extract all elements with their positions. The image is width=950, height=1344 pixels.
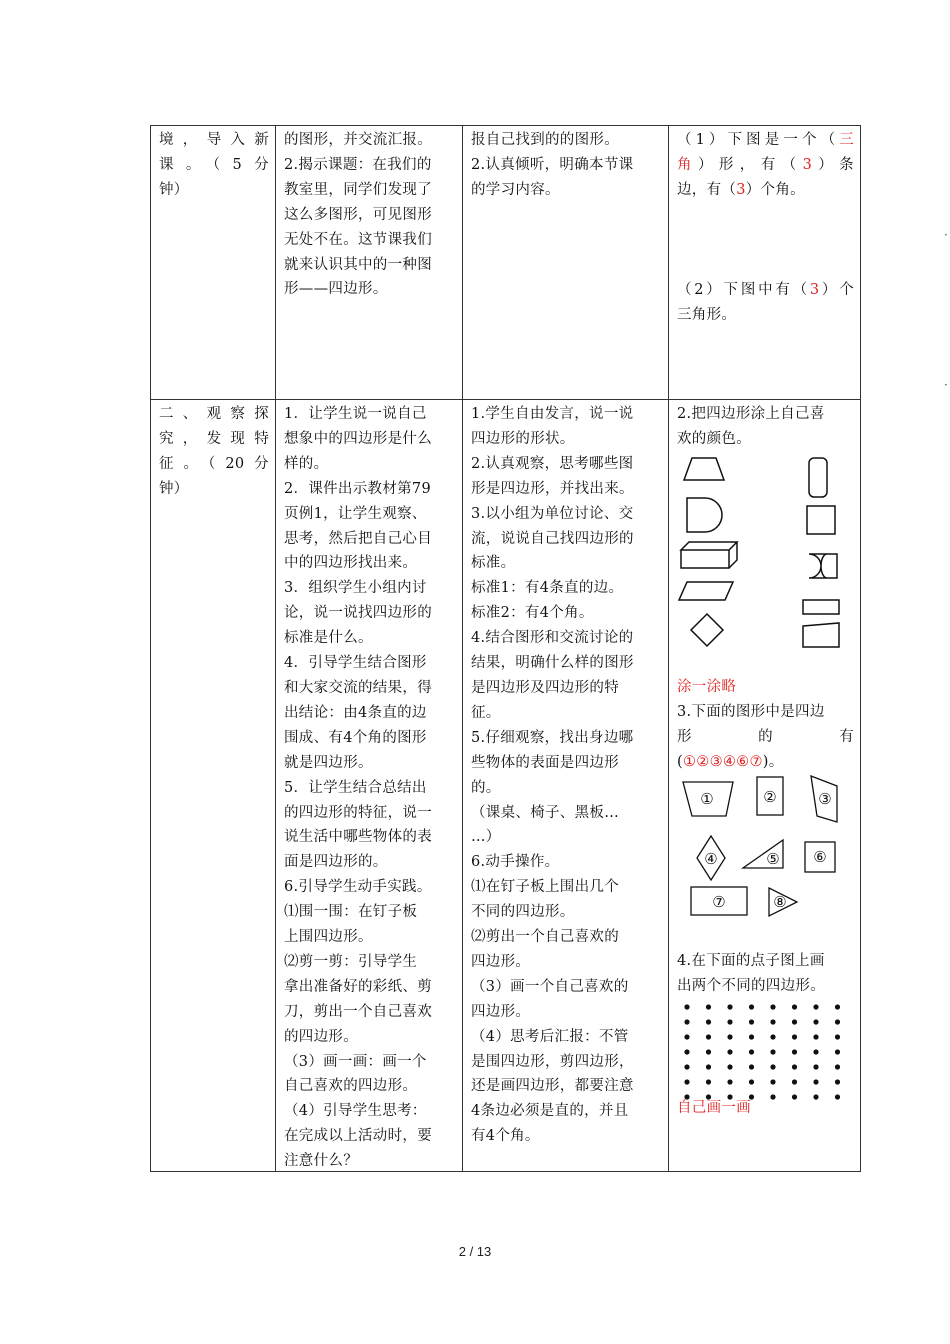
teacher-line: 在完成以上活动时，要 xyxy=(284,1128,432,1145)
row2-exercise-cell xyxy=(677,402,854,452)
grid-dot[interactable] xyxy=(706,1034,711,1039)
grid-dot[interactable] xyxy=(727,1019,732,1024)
grid-dot[interactable] xyxy=(749,1019,754,1024)
row2-stage-cell xyxy=(159,402,269,502)
grid-dot[interactable] xyxy=(749,1064,754,1069)
quad-shape xyxy=(803,623,839,647)
grid-dot[interactable] xyxy=(792,1034,797,1039)
stage-line: 境，导入新 xyxy=(159,132,269,148)
teacher-line: 2.揭示课题：在我们的 xyxy=(284,156,432,173)
row1-exercise-cell xyxy=(677,128,854,328)
grid-dot[interactable] xyxy=(727,1034,732,1039)
student-line: （课桌、椅子、黑板… xyxy=(471,804,619,821)
exercise-q1-line2: 角）形，有（3）条 xyxy=(677,156,854,173)
row2-teacher-cell xyxy=(284,402,456,1174)
shape-label: ⑦ xyxy=(712,893,726,911)
teacher-line: 的四边形。 xyxy=(284,1028,358,1045)
grid-dot[interactable] xyxy=(770,1064,775,1069)
student-line: ⑴在钉子板上围出几个 xyxy=(471,879,619,896)
stage-line: 钟） xyxy=(159,181,189,198)
teacher-line: 6.引导学生动手实践。 xyxy=(284,879,432,896)
student-line: 有4个角。 xyxy=(471,1128,540,1145)
grid-dot[interactable] xyxy=(706,1079,711,1084)
grid-dot[interactable] xyxy=(684,1079,689,1084)
teacher-line: （3）画一画：画一个 xyxy=(284,1053,427,1070)
student-line: 结果，明确什么样的图形 xyxy=(471,655,634,672)
grid-dot[interactable] xyxy=(749,1004,754,1009)
grid-dot[interactable] xyxy=(792,1064,797,1069)
grid-dot[interactable] xyxy=(684,1064,689,1069)
grid-dot[interactable] xyxy=(727,1079,732,1084)
margin-mark: · xyxy=(944,228,948,242)
parallelogram-shape xyxy=(679,582,733,600)
row1-student-cell xyxy=(471,128,663,203)
column-divider xyxy=(668,126,669,1171)
grid-dot[interactable] xyxy=(727,1049,732,1054)
grid-dot[interactable] xyxy=(706,1064,711,1069)
stage-line: 二、观察探 xyxy=(159,406,269,422)
teacher-line: ⑵剪一剪：引导学生 xyxy=(284,953,418,970)
grid-dot[interactable] xyxy=(813,1019,818,1024)
grid-dot[interactable] xyxy=(749,1079,754,1084)
student-line: 标准2：有4个角。 xyxy=(471,605,594,622)
student-line: 还是画四边形，都要注意 xyxy=(471,1078,634,1095)
teacher-line: 这么多图形，可见图形 xyxy=(284,206,432,223)
teacher-line: 1．让学生说一说自己 xyxy=(284,406,427,422)
grid-dot[interactable] xyxy=(706,1004,711,1009)
student-line: 形是四边形，并找出来。 xyxy=(471,480,634,497)
teacher-line: （4）引导学生思考： xyxy=(284,1103,427,1120)
teacher-line: 自己喜欢的四边形。 xyxy=(284,1078,418,1095)
square-shape xyxy=(807,506,835,534)
exercise-q4-title: 4.在下面的点子图上画 xyxy=(677,953,825,969)
grid-dot[interactable] xyxy=(727,1064,732,1069)
exercise-q3-line3: (①②③④⑥⑦)。 xyxy=(677,753,784,770)
exercise-q3-line2: 形的有 xyxy=(677,728,854,745)
cylinder-shape xyxy=(809,554,837,578)
drawing-answer: 自己画一画 xyxy=(677,1100,751,1116)
row1-teacher-cell xyxy=(284,128,456,302)
shape-label: ⑥ xyxy=(813,848,827,866)
student-line: 四边形的形状。 xyxy=(471,430,575,447)
grid-dot[interactable] xyxy=(813,1004,818,1009)
rectangle-shape xyxy=(803,600,839,614)
grid-dot[interactable] xyxy=(706,1019,711,1024)
teacher-line: 想象中的四边形是什么 xyxy=(284,430,432,447)
column-divider xyxy=(462,126,463,1171)
d-shape xyxy=(687,498,722,532)
teacher-line: 教室里，同学们发现了 xyxy=(284,181,432,198)
teacher-line: 刀，剪出一个自己喜欢 xyxy=(284,1003,432,1020)
teacher-line: 的四边形的特征，说一 xyxy=(284,804,432,821)
student-line: 的。 xyxy=(471,779,501,796)
grid-dot[interactable] xyxy=(813,1049,818,1054)
grid-dot[interactable] xyxy=(813,1034,818,1039)
student-line: 的学习内容。 xyxy=(471,181,560,198)
row-divider xyxy=(151,399,860,400)
student-line: 2.认真倾听，明确本节课 xyxy=(471,156,634,173)
teacher-line: 样的。 xyxy=(284,455,329,472)
teacher-line: 形——四边形。 xyxy=(284,281,388,298)
teacher-line: 面是四边形的。 xyxy=(284,854,388,871)
teacher-line: 页例1，让学生观察、 xyxy=(284,505,427,522)
grid-dot[interactable] xyxy=(835,1064,840,1069)
teacher-line: 3．组织学生小组内讨 xyxy=(284,580,427,597)
page-number: 2 / 13 xyxy=(458,1244,492,1259)
teacher-line: 无处不在。这节课我们 xyxy=(284,231,432,248)
grid-dot[interactable] xyxy=(770,1049,775,1054)
grid-dot[interactable] xyxy=(792,1079,797,1084)
shape-label: ① xyxy=(700,790,714,808)
cuboid-shape xyxy=(681,542,737,568)
grid-dot[interactable] xyxy=(706,1049,711,1054)
teacher-line: 上围四边形。 xyxy=(284,929,373,946)
teacher-line: 注意什么？ xyxy=(284,1153,358,1170)
exercise-q2-line2: 三角形。 xyxy=(677,306,737,323)
grid-dot[interactable] xyxy=(792,1049,797,1054)
student-line: 标准1：有4条直的边。 xyxy=(471,580,624,597)
grid-dot[interactable] xyxy=(835,1004,840,1009)
student-line: （4）思考后汇报：不管 xyxy=(471,1028,629,1045)
row2-exercise-q4 xyxy=(677,949,854,999)
student-line: 报自己找到的的图形。 xyxy=(471,132,619,148)
student-line: 是围四边形，剪四边形， xyxy=(471,1053,634,1070)
exercise-q4-title: 出两个不同的四边形。 xyxy=(677,977,825,994)
grid-dot[interactable] xyxy=(813,1079,818,1084)
grid-dot[interactable] xyxy=(813,1064,818,1069)
shape-label: ② xyxy=(763,788,777,806)
coloring-shapes xyxy=(677,454,857,654)
grid-dot[interactable] xyxy=(684,1049,689,1054)
student-line: （3）画一个自己喜欢的 xyxy=(471,978,629,995)
exercise-q2-title: 欢的颜色。 xyxy=(677,430,751,447)
shape-label: ⑧ xyxy=(773,893,787,911)
exercise-q3-line1: 3.下面的图形中是四边 xyxy=(677,703,825,720)
stage-line: 征。（20分 xyxy=(159,455,269,472)
grid-dot[interactable] xyxy=(770,1019,775,1024)
grid-dot[interactable] xyxy=(770,1004,775,1009)
student-line: 6.动手操作。 xyxy=(471,854,560,871)
grid-dot[interactable] xyxy=(792,1019,797,1024)
student-line: 5.仔细观察，找出身边哪 xyxy=(471,729,634,746)
grid-dot[interactable] xyxy=(835,1049,840,1054)
teacher-line: 2．课件出示教材第79 xyxy=(284,480,431,497)
student-line: 4条边必须是直的，并且 xyxy=(471,1103,629,1120)
student-line: 四边形。 xyxy=(471,1003,531,1020)
stage-line: 课。（5分 xyxy=(159,156,269,173)
teacher-line: 的图形，并交流汇报。 xyxy=(284,132,432,148)
teacher-line: 出结论：由4条直的边 xyxy=(284,704,427,721)
row2-student-cell xyxy=(471,402,663,1149)
row2-exercise-q4-answer xyxy=(677,1096,854,1121)
dot-grid[interactable] xyxy=(681,1003,851,1103)
teacher-line: 就来认识其中的一种图 xyxy=(284,256,432,273)
grid-dot[interactable] xyxy=(792,1004,797,1009)
grid-dot[interactable] xyxy=(835,1079,840,1084)
student-line: 标准。 xyxy=(471,555,516,572)
student-line: 1.学生自由发言，说一说 xyxy=(471,406,634,422)
student-line: 是四边形及四边形的特 xyxy=(471,679,619,696)
student-line: 流，说说自己找四边形的 xyxy=(471,530,634,547)
teacher-line: 思考，然后把自己心目 xyxy=(284,530,432,547)
shape-label: ③ xyxy=(818,790,832,808)
grid-dot[interactable] xyxy=(684,1019,689,1024)
teacher-line: 中的四边形找出来。 xyxy=(284,555,418,572)
rounded-rect-shape xyxy=(809,458,827,497)
exercise-q2-title: 2.把四边形涂上自己喜 xyxy=(677,406,825,422)
teacher-line: 标准是什么。 xyxy=(284,630,373,647)
grid-dot[interactable] xyxy=(770,1034,775,1039)
shape-label: ④ xyxy=(704,850,718,868)
stage-line: 究，发现特 xyxy=(159,430,269,447)
teacher-line: 拿出准备好的彩纸、剪 xyxy=(284,978,432,995)
teacher-line: 就是四边形。 xyxy=(284,754,373,771)
exercise-q2-line1: （2）下图中有（3）个 xyxy=(677,281,854,298)
grid-dot[interactable] xyxy=(684,1004,689,1009)
numbered-shapes xyxy=(677,772,857,922)
lesson-table xyxy=(150,125,861,1172)
coloring-answer: 涂一涂略 xyxy=(677,679,737,695)
grid-dot[interactable] xyxy=(684,1034,689,1039)
stage-line: 钟） xyxy=(159,480,189,497)
student-line: 不同的四边形。 xyxy=(471,904,575,921)
teacher-line: 围成、有4个角的图形 xyxy=(284,729,427,746)
teacher-line: 和大家交流的结果，得 xyxy=(284,679,432,696)
margin-mark: · xyxy=(944,378,948,392)
teacher-line: 论，说一说找四边形的 xyxy=(284,605,432,622)
student-line: 4.结合图形和交流讨论的 xyxy=(471,630,634,647)
student-line: 征。 xyxy=(471,704,501,721)
row1-stage-cell xyxy=(159,128,269,203)
column-divider xyxy=(275,126,276,1171)
row2-exercise-cell-lower xyxy=(677,675,854,775)
diamond-shape xyxy=(691,614,723,646)
exercise-q1-line3: 边，有（3）个角。 xyxy=(677,181,805,198)
teacher-line: 说生活中哪些物体的表 xyxy=(284,829,432,846)
student-line: 3.以小组为单位讨论、交 xyxy=(471,505,634,522)
student-line: 些物体的表面是四边形 xyxy=(471,754,619,771)
student-line: 四边形。 xyxy=(471,953,531,970)
grid-dot[interactable] xyxy=(727,1004,732,1009)
teacher-line: ⑴围一围：在钉子板 xyxy=(284,904,418,921)
shape-label: ⑤ xyxy=(766,850,780,868)
trapezoid-shape xyxy=(684,458,724,480)
grid-dot[interactable] xyxy=(749,1034,754,1039)
exercise-q1-line1: （1）下图是一个（三 xyxy=(677,132,854,148)
grid-dot[interactable] xyxy=(749,1049,754,1054)
grid-dot[interactable] xyxy=(835,1034,840,1039)
grid-dot[interactable] xyxy=(835,1019,840,1024)
teacher-line: 4．引导学生结合图形 xyxy=(284,655,427,672)
grid-dot[interactable] xyxy=(770,1079,775,1084)
student-line: ⑵剪出一个自己喜欢的 xyxy=(471,929,619,946)
teacher-line: 5．让学生结合总结出 xyxy=(284,779,427,796)
student-line: …） xyxy=(471,829,501,846)
student-line: 2.认真观察，思考哪些图 xyxy=(471,455,634,472)
